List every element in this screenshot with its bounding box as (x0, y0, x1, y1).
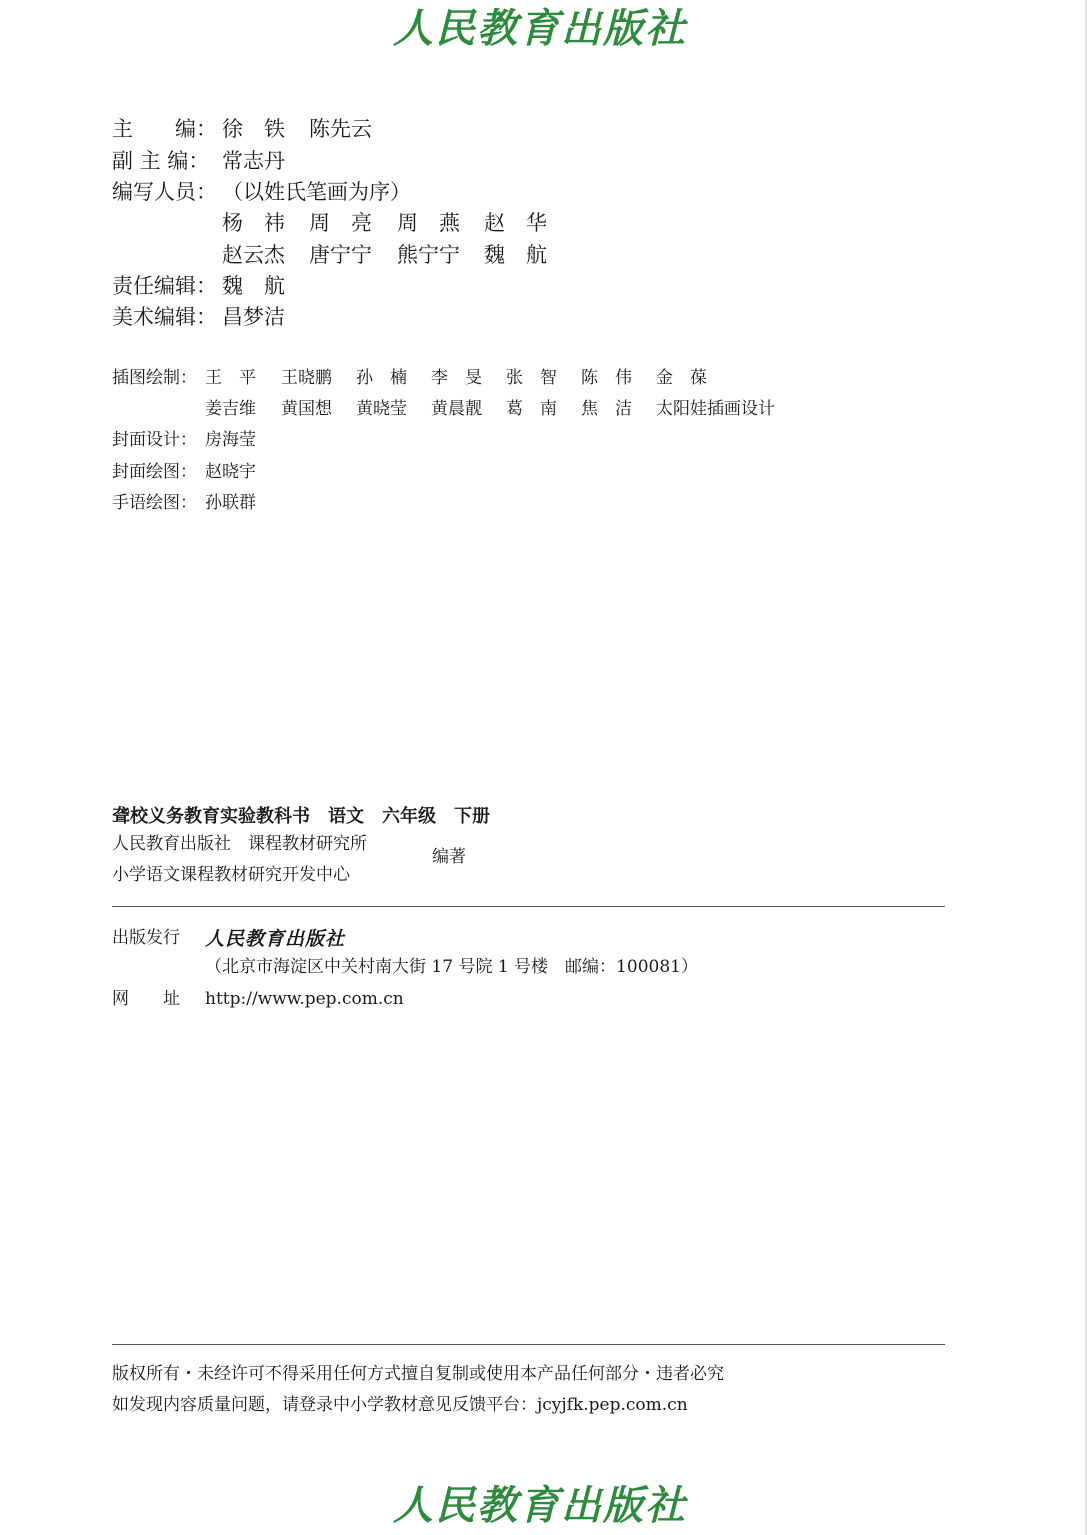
publisher-logo-text: 人民教育出版社 (393, 1482, 687, 1529)
copyright-notice: 版权所有・未经许可不得采用任何方式擅自复制或使用本产品任何部分・违者必究 (112, 1364, 724, 1384)
cover-drawing-label: 封面绘图： (112, 462, 197, 482)
illustrator-name: 孙 楠 (356, 368, 407, 388)
writers-label: 编写人员： (112, 180, 217, 204)
art-editor-label: 美术编辑： (112, 305, 217, 329)
illustrator-name: 黄晨靓 (431, 399, 482, 419)
cover-design-label: 封面设计： (112, 430, 197, 450)
writer-name: 周 亮 (309, 211, 372, 235)
illustrator-name: 王 平 (205, 368, 256, 388)
illustrators-label: 插图绘制： (112, 368, 197, 388)
illustrator-name: 王晓鹏 (281, 368, 332, 388)
writer-name: 唐宁宁 (309, 243, 372, 267)
illustrator-name: 太阳娃插画设计 (656, 399, 775, 419)
responsible-editor: 魏 航 (222, 274, 285, 298)
publisher-logo-bottom (393, 1481, 693, 1529)
compiler-line-1: 人民教育出版社 课程教材研究所 (112, 834, 367, 854)
divider-top (112, 906, 945, 907)
illustrator-name: 黄晓莹 (356, 399, 407, 419)
illustrator-name: 金 葆 (656, 368, 707, 388)
publisher-logo-small (205, 926, 355, 950)
cover-drawing: 赵晓宇 (205, 462, 256, 482)
writer-name: 熊宁宁 (397, 243, 460, 267)
deputy-editor-label: 副 主 编： (112, 149, 210, 173)
writer-name: 赵 华 (484, 211, 547, 235)
chief-editor-label: 主 编： (112, 117, 217, 141)
feedback-notice: 如发现内容质量问题，请登录中小学教材意见反馈平台：jcyjfk.pep.com.cn (112, 1395, 688, 1415)
illustrator-name: 李 旻 (431, 368, 482, 388)
illustrator-name: 张 智 (506, 368, 557, 388)
publishing-label: 出版发行 (112, 928, 180, 948)
illustrator-name: 陈 伟 (581, 368, 632, 388)
illustrator-name: 葛 南 (506, 399, 557, 419)
responsible-editor-label: 责任编辑： (112, 274, 217, 298)
writer-name: 赵云杰 (222, 243, 285, 267)
publisher-address: （北京市海淀区中关村南大街 17 号院 1 号楼 邮编：100081） (205, 957, 698, 977)
writer-name: 周 燕 (397, 211, 460, 235)
publisher-logo-text: 人民教育出版社 (393, 5, 687, 52)
publisher-logo-top (393, 4, 693, 52)
writer-name: 魏 航 (484, 243, 547, 267)
website-link[interactable]: http://www.pep.com.cn (205, 989, 404, 1009)
chief-editor-1: 徐 铁 (222, 117, 285, 141)
illustrator-name: 焦 洁 (581, 399, 632, 419)
deputy-editor: 常志丹 (222, 149, 285, 173)
website-label: 网 址 (112, 989, 180, 1009)
divider-bottom (112, 1344, 945, 1345)
publisher-logo-small-text: 人民教育出版社 (205, 928, 346, 950)
illustrator-name: 黄国想 (281, 399, 332, 419)
writer-name: 杨 祎 (222, 211, 285, 235)
compiler-role: 编著 (432, 847, 466, 867)
sign-language-label: 手语绘图： (112, 493, 197, 513)
chief-editor-2: 陈先云 (309, 117, 372, 141)
compiler-line-2: 小学语文课程教材研究开发中心 (112, 865, 350, 885)
writers-note: （以姓氏笔画为序） (222, 180, 411, 204)
art-editor: 昌梦洁 (222, 305, 285, 329)
sign-language: 孙联群 (205, 493, 256, 513)
cover-design: 房海莹 (205, 430, 256, 450)
illustrator-name: 姜吉维 (205, 399, 256, 419)
book-title: 聋校义务教育实验教科书 语文 六年级 下册 (112, 806, 490, 827)
